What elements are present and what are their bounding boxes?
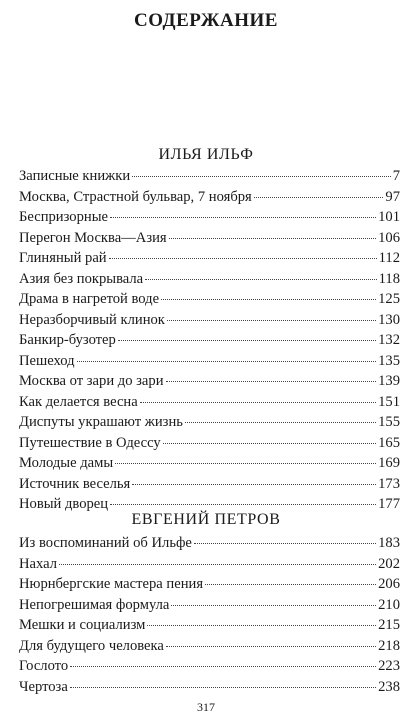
toc-entry — [19, 412, 400, 433]
page-title: СОДЕРЖАНИЕ — [134, 10, 278, 31]
dot-leader — [194, 543, 376, 544]
section-heading-evgeny-petrov: ЕВГЕНИЙ ПЕТРОВ — [131, 511, 281, 528]
entry-title: Источник веселья — [19, 475, 131, 492]
entry-page-number: 130 — [378, 311, 400, 328]
entry-page-number: 183 — [378, 535, 400, 551]
dot-leader — [163, 443, 376, 444]
toc-entry — [19, 187, 400, 208]
toc-entry — [19, 656, 400, 677]
dot-leader — [132, 176, 391, 177]
dot-leader — [118, 340, 376, 341]
dot-leader — [110, 504, 376, 505]
page-number: 317 — [197, 700, 215, 714]
entry-title: Москва от зари до зари — [19, 373, 164, 389]
dot-leader — [205, 584, 376, 585]
entry-page-number: 210 — [378, 596, 400, 613]
entry-title: Банкир-бузотер — [19, 332, 116, 348]
toc-entry — [19, 351, 400, 372]
dot-leader — [185, 422, 376, 423]
entry-page-number: 125 — [378, 291, 400, 307]
toc-entry — [19, 228, 400, 249]
entry-page-number: 135 — [378, 352, 400, 369]
entry-page-number: 106 — [378, 229, 400, 246]
entry-title: Неразборчивый клинок — [19, 311, 165, 328]
entry-page-number: 206 — [378, 576, 400, 592]
entry-page-number: 223 — [378, 658, 400, 674]
toc-entry — [19, 433, 400, 454]
toc-entry — [19, 207, 400, 228]
toc-entry — [19, 269, 400, 290]
dot-leader — [132, 484, 376, 485]
toc-entry — [19, 636, 400, 657]
entry-page-number: 139 — [378, 373, 400, 389]
entry-page-number: 97 — [385, 188, 400, 205]
entry-page-number: 7 — [392, 168, 400, 184]
section-heading-ilya-ilf: ИЛЬЯ ИЛЬФ — [158, 146, 254, 163]
entry-title: Диспуты украшают жизнь — [19, 414, 183, 430]
dot-leader — [147, 625, 376, 626]
dot-leader — [70, 666, 376, 667]
entry-page-number: 177 — [378, 496, 400, 512]
entry-title: Москва, Страстной бульвар, 7 ноября — [19, 188, 252, 205]
entry-title: Нахал — [19, 555, 58, 572]
entry-page-number: 238 — [378, 678, 400, 695]
toc-entry — [19, 310, 400, 331]
toc-entry — [19, 371, 400, 392]
entry-title: Глиняный рай — [19, 250, 107, 266]
toc-entry — [19, 615, 400, 636]
entry-page-number: 155 — [378, 414, 400, 430]
dot-leader — [140, 402, 376, 403]
entry-page-number: 101 — [378, 209, 400, 225]
entry-title: Молодые дамы — [19, 455, 114, 471]
dot-leader — [171, 605, 376, 606]
toc-entry — [19, 392, 400, 413]
entry-page-number: 218 — [378, 637, 400, 654]
toc-list-evgeny-petrov — [19, 533, 400, 697]
dot-leader — [70, 687, 376, 688]
dot-leader — [77, 361, 377, 362]
entry-title: Из воспоминаний об Ильфе — [19, 535, 192, 551]
entry-title: Непогрешимая формула — [19, 596, 170, 613]
toc-entry — [19, 289, 400, 310]
entry-page-number: 173 — [378, 475, 400, 492]
toc-entry — [19, 677, 400, 698]
entry-title: Мешки и социализм — [19, 617, 146, 633]
entry-title: Чертоза — [19, 678, 68, 695]
entry-page-number: 202 — [378, 555, 400, 572]
toc-entry — [19, 330, 400, 351]
entry-page-number: 165 — [378, 434, 400, 451]
dot-leader — [166, 381, 377, 382]
toc-entry — [19, 248, 400, 269]
entry-page-number: 169 — [378, 455, 400, 471]
entry-title: Нюрнбергские мастера пения — [19, 576, 204, 592]
toc-entry — [19, 453, 400, 474]
entry-title: Азия без покрывала — [19, 270, 144, 287]
entry-page-number: 132 — [378, 332, 400, 348]
entry-title: Драма в нагретой воде — [19, 291, 160, 307]
entry-title: Новый дворец — [19, 496, 109, 512]
toc-entry — [19, 574, 400, 595]
dot-leader — [59, 564, 376, 565]
entry-title: Путешествие в Одессу — [19, 434, 161, 451]
dot-leader — [110, 217, 376, 218]
dot-leader — [254, 197, 384, 198]
dot-leader — [115, 463, 376, 464]
entry-page-number: 215 — [378, 617, 400, 633]
dot-leader — [109, 258, 377, 259]
toc-entry — [19, 595, 400, 616]
entry-title: Как делается весна — [19, 393, 138, 410]
dot-leader — [145, 279, 377, 280]
dot-leader — [167, 320, 376, 321]
entry-title: Гослото — [19, 658, 69, 674]
entry-title: Перегон Москва—Азия — [19, 229, 167, 246]
entry-title: Пешеход — [19, 352, 75, 369]
entry-title: Беспризорные — [19, 209, 108, 225]
dot-leader — [166, 646, 376, 647]
entry-title: Записные книжки — [19, 168, 131, 184]
toc-entry — [19, 554, 400, 575]
entry-page-number: 118 — [378, 270, 400, 287]
toc-entry — [19, 166, 400, 187]
dot-leader — [169, 238, 377, 239]
entry-page-number: 151 — [378, 393, 400, 410]
entry-page-number: 112 — [378, 250, 400, 266]
toc-list-ilya-ilf — [19, 166, 400, 515]
entry-title: Для будущего человека — [19, 637, 164, 654]
toc-entry — [19, 474, 400, 495]
dot-leader — [161, 299, 376, 300]
toc-entry — [19, 533, 400, 554]
